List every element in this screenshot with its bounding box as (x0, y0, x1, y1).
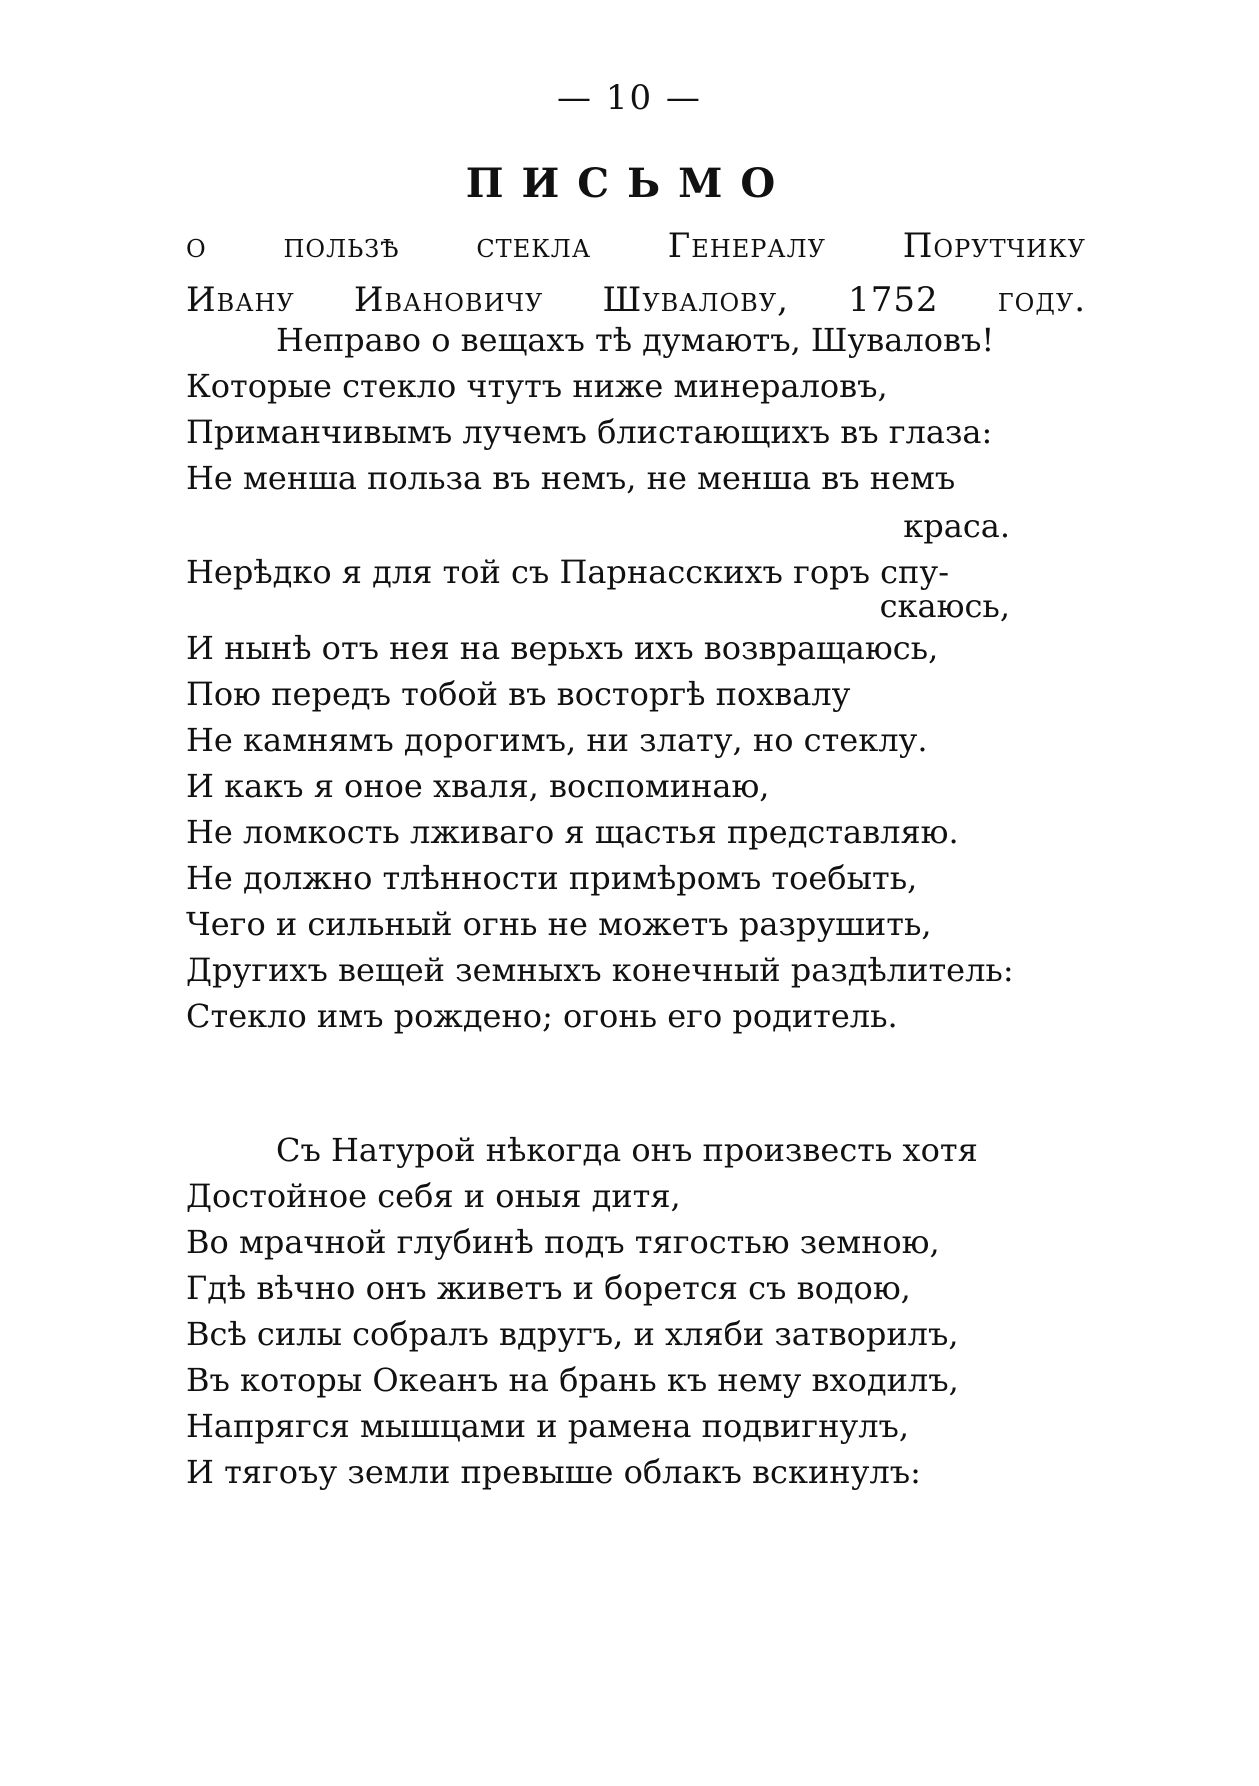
verse-line: И нынѣ отъ нея на верьхъ ихъ возвращаюсь, (186, 629, 939, 667)
letter-title: ПИСЬМО (465, 160, 794, 207)
verse-line-runover: скаюсь, (879, 587, 1010, 625)
verse-line: Приманчивымъ лучемъ блистающихъ въ глаза: (186, 413, 993, 451)
verse-line: Не камнямъ дорогимъ, ни злату, но стеклу. (186, 721, 928, 759)
verse-line: И тягоъу земли превыше облакъ вскинулъ: (186, 1453, 921, 1491)
verse-line: И какъ я оное хваля, воспоминаю, (186, 767, 770, 805)
verse-line: Съ Натурой нѣкогда онъ произвесть хотя (276, 1131, 978, 1169)
verse-line: Которые стекло чтутъ ниже минераловъ, (186, 367, 888, 405)
verse-line: Не менша польза въ немъ, не менша въ немъ (186, 459, 956, 497)
verse-line: Гдѣ вѣчно онъ живетъ и борется съ водою, (186, 1269, 911, 1307)
verse-line: Стекло имъ рождено; огонь его родитель. (186, 997, 898, 1035)
verse-line: Всѣ силы собралъ вдругъ, и хляби затворилъ, (186, 1315, 959, 1353)
subtitle-line-2: Ивану Ивановичу Шувалову, 1752 году. (186, 280, 1086, 320)
verse-line: Въ которы Океанъ на брань къ нему входилъ, (186, 1361, 959, 1399)
page-number: — 10 — (557, 78, 702, 118)
verse-line-runover: краса. (903, 507, 1010, 545)
verse-line: Чего и сильный огнь не можетъ разрушить, (186, 905, 932, 943)
verse-line: Достойное себя и оныя дитя, (186, 1177, 681, 1215)
verse-line: Не должно тлѣнности примѣромъ тоебыть, (186, 859, 918, 897)
verse-line: Неправо о вещахъ тѣ думаютъ, Шуваловъ! (276, 321, 995, 359)
subtitle-line-1: о пользѣ стекла Генералу Порутчику (186, 226, 1086, 266)
verse-line: Не ломкость лживаго я щастья представляю. (186, 813, 959, 851)
verse-line: Пою передъ тобой въ восторгѣ похвалу (186, 675, 851, 713)
verse-line: Нерѣдко я для той съ Парнасскихъ горъ спу- (186, 553, 949, 591)
verse-line: Другихъ вещей земныхъ конечный раздѣлитель: (186, 951, 1014, 989)
verse-line: Напрягся мышцами и рамена подвигнулъ, (186, 1407, 910, 1445)
verse-line: Во мрачной глубинѣ подъ тягостью земною, (186, 1223, 940, 1261)
